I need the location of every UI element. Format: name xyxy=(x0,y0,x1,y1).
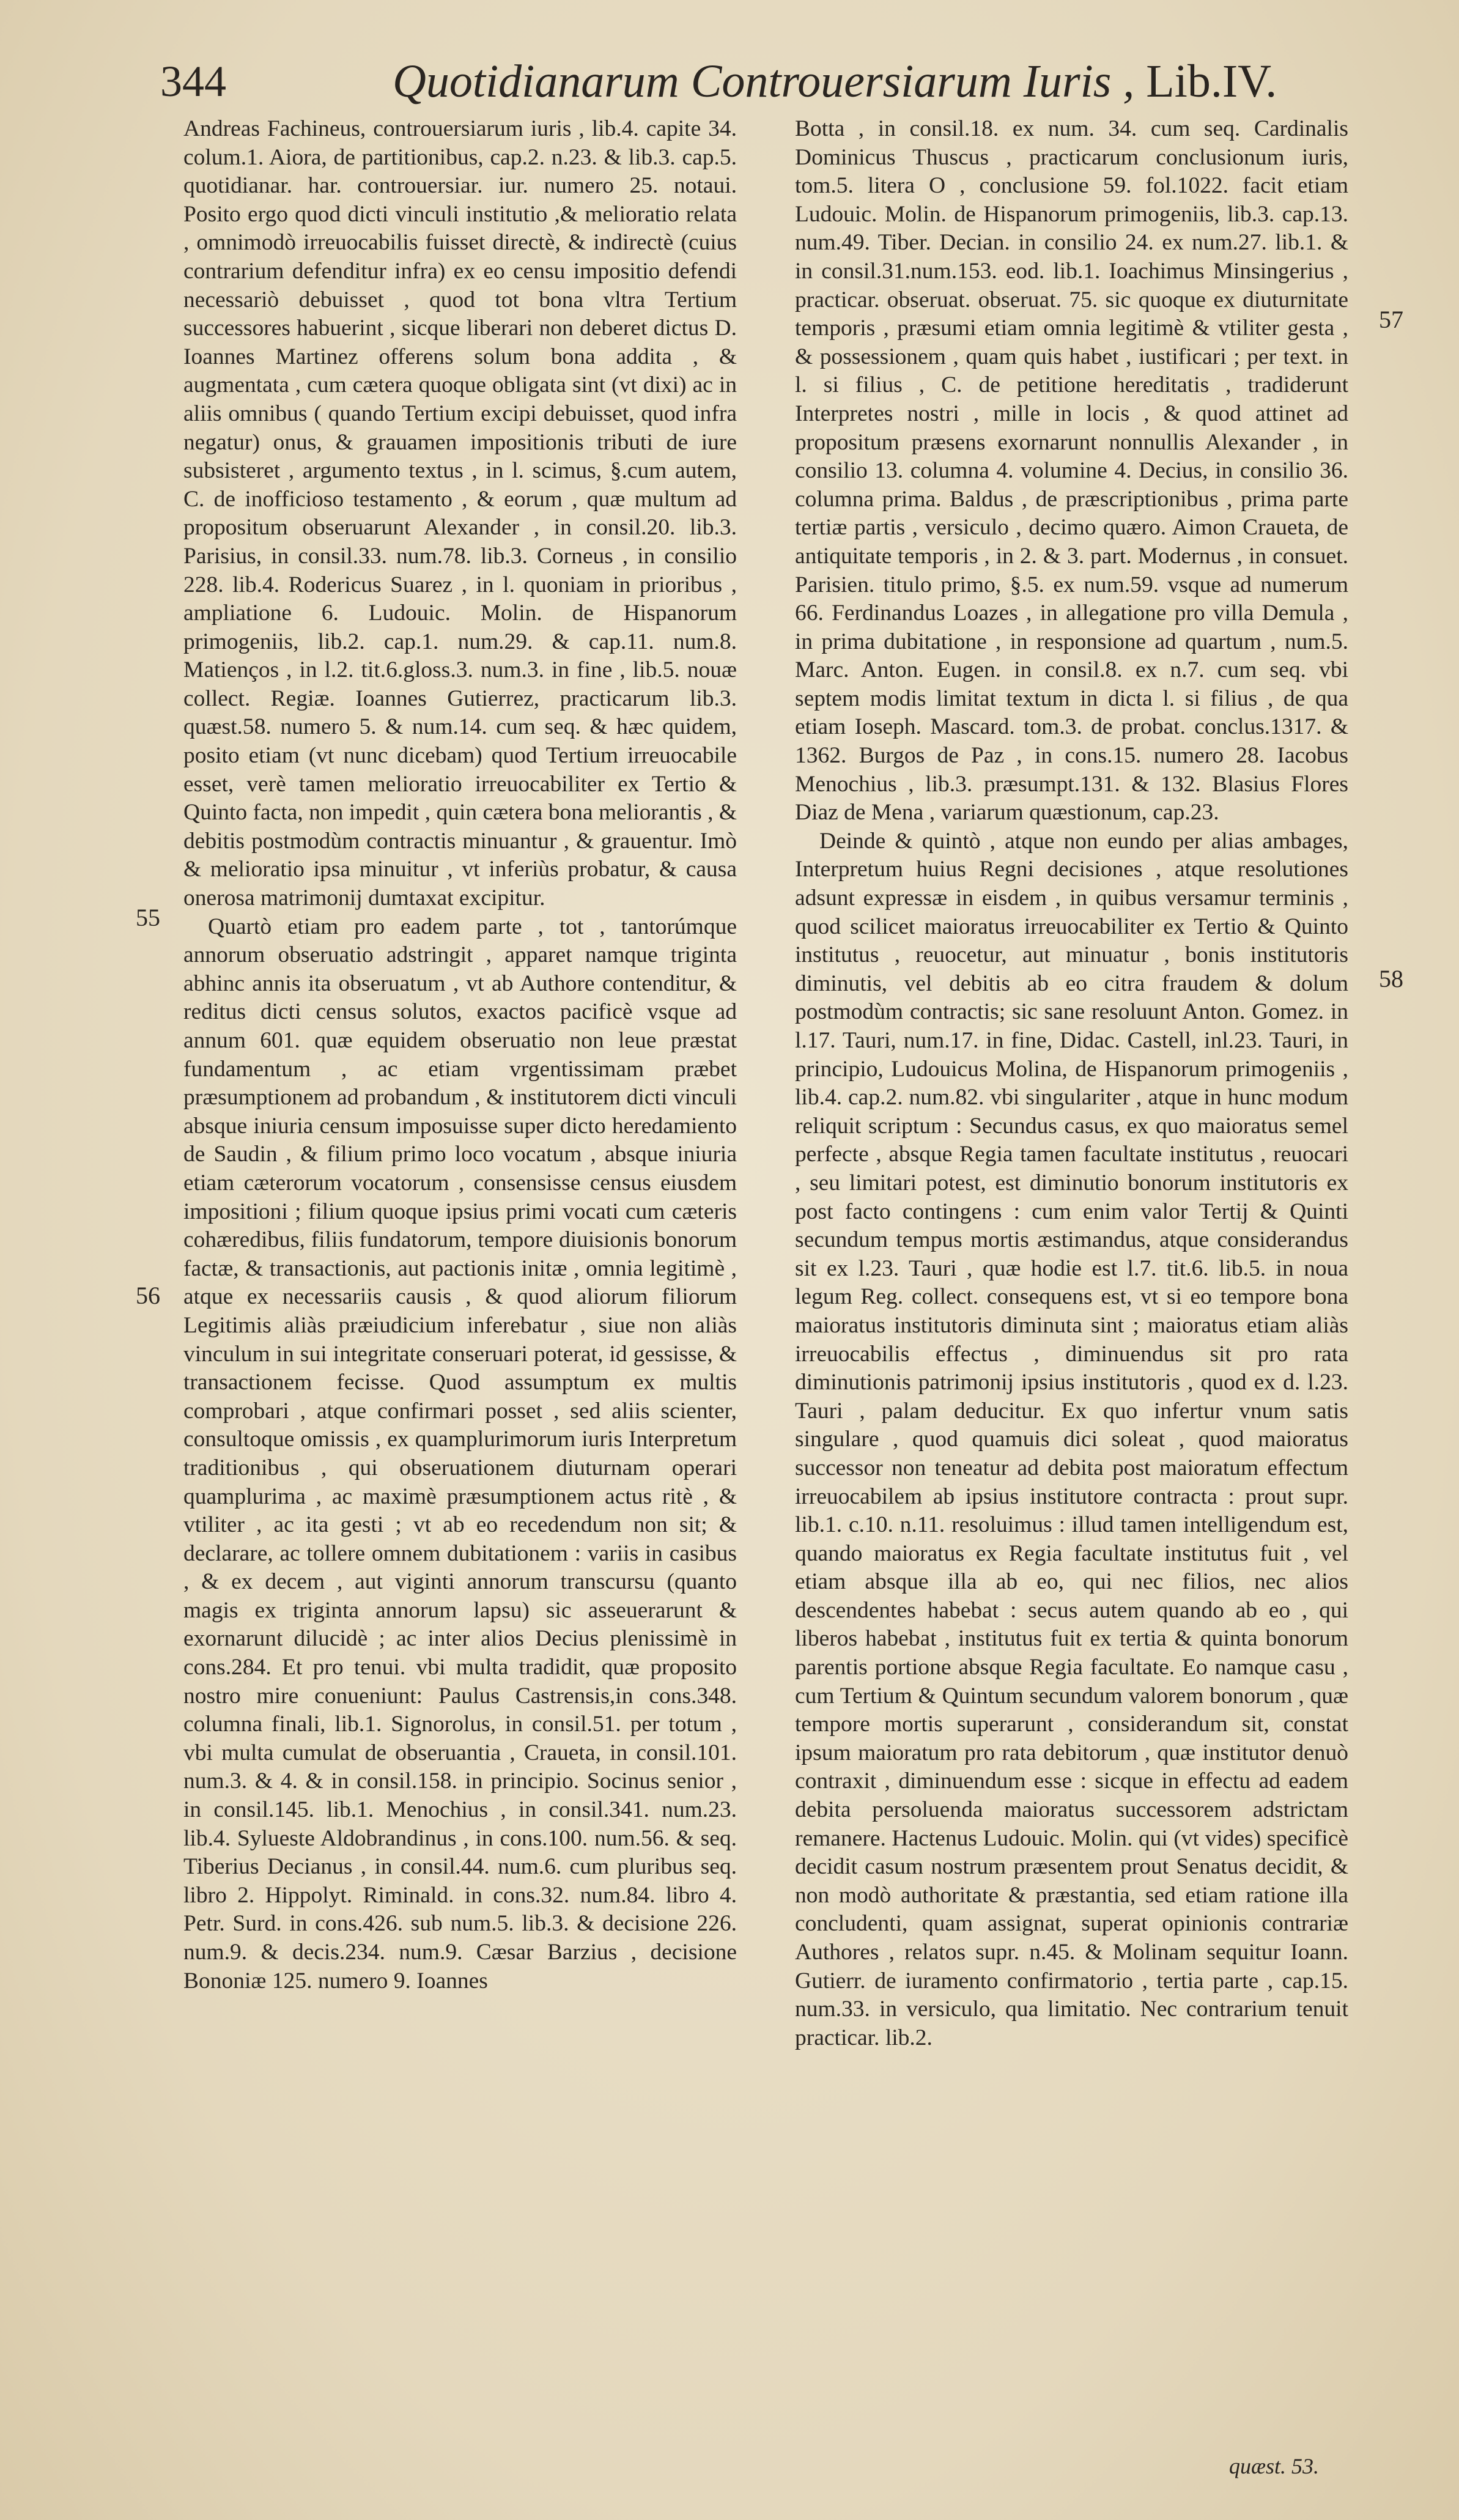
margin-number-57: 57 xyxy=(1379,306,1403,333)
margin-number-56: 56 xyxy=(136,1282,160,1309)
left-paragraph-2: Quartò etiam pro eadem parte , tot , tantorúmque annorum obseruatio adstringit , apparet namque triginta abhinc annis ita obseruatum , vt ab Authore contenditur, & reditus dicti census solutos, exactos pacificè vsque ad annum 601. quæ equidem obseruatio non leue præstat fundamentum , ac etiam vrgentissimam præbet præsumptionem ad probandum , & institutorem dicti vinculi absque iniuria censum imposuisse super dicto heredamiento de Saudin , & filium primo loco vocatum , absque iniuria etiam cæterorum vocatorum , consensisse census eiusdem impositioni ; filium quoque ipsius primi vocati cum cæteris cohæredibus, filiis fundatorum, tempore diuisionis bonorum factæ, & transactionis, aut pactionis initæ , omnia legitimè , atque ex necessariis causis , & quod aliorum filiorum Legitimis aliàs præiudicium inferebatur , siue non aliàs vinculum in sui integritate conseruari poterat, id gessisse, & transactionem fecisse. Quod assumptum ex multis comprobari , atque confirmari posset , sed aliis scienter, consultoque omissis , ex quamplurimorum iuris Interpretum traditionibus , qui obseruationem diuturnam operari quamplurima , ac maximè præsumptionem actus ritè , & vtiliter , ac ita gesti ; vt ab eo recedendum non sit; & declarare, ac tollere omnem dubitationem : variis in casibus , & ex decem , aut viginti annorum transcursu (quanto magis ex triginta annorum lapsu) sic asseuerarunt & exornarunt dilucidè ; ac inter alios Decius plenissimè in cons.284. Et pro tenui. vbi multa tradidit, quæ proposito nostro mire conueniunt: Paulus Castrensis,in cons.348. columna finali, lib.1. Signorolus, in consil.51. per totum , vbi multa cumulat de obseruantia , Craueta, in consil.101. num.3. & 4. & in consil.158. in principio. Socinus senior , in consil.145. lib.1. Menochius , in consil.341. num.23. lib.4. Sylueste Aldobrandinus , in cons.100. num.56. & seq. Tiberius Decianus , in consil.44. num.6. cum pluribus seq. libro 2. Hippolyt. Riminald. in cons.32. num.84. libro 4. Petr. Surd. in cons.426. sub num.5. lib.3. & decisione 226. num.9. & decis.234. num.9. Cæsar Barzius , decisione Bononiæ 125. numero 9. Ioannes xyxy=(183,914,737,1993)
page-header xyxy=(160,54,1383,109)
left-paragraph-1: Andreas Fachineus, controuersiarum iuris , lib.4. capite 34. colum.1. Aiora, de partitionibus, cap.2. n.23. & lib.3. cap.5. quotidianar. har. controuersiar. iur. numero 25. notaui. Posito ergo quod dicti vinculi institutio ,& melioratio relata , omnimodò irreuocabilis fuisset directè, & indirectè (cuius contrarium defenditur infra) ex eo censu impositio defendi necessariò debuisset , quod tot bona vltra Tertium successores habuerint , sicque liberari non deberet dictus D. Ioannes Martinez offerens solum bona addita , & augmentata , cum cætera quoque obligata sint (vt dixi) ac in aliis omnibus ( quando Tertium excipi debuisset, quod infra negatur) onus, & grauamen impositionis tributi de iure subsisteret , argumento textus , in l. scimus, §.cum autem, C. de inofficioso testamento , & eorum , quæ multum ad propositum obseruarunt Alexander , in consil.20. lib.3. Parisius, in consil.33. num.78. lib.3. Corneus , in consilio 228. lib.4. Rodericus Suarez , in l. quoniam in prioribus , ampliatione 6. Ludouic. Molin. de Hispanorum primogeniis, lib.2. cap.1. num.29. & cap.11. num.8. Matienços , in l.2. tit.6.gloss.3. num.3. in fine , lib.5. nouæ collect. Regiæ. Ioannes Gutierrez, practicarum lib.3. quæst.58. numero 5. & num.14. cum seq. & hæc quidem, posito etiam (vt nunc dicebam) quod Tertium irreuocabile esset, verè tamen melioratio irreuocabiliter ex Tertio & Quinto facta, non impedit , quin cætera bona meliorantis , & debitis postmodùm contractis minuantur , & grauentur. Imò & melioratio ipsa minuitur , vt inferiùs probatur, & causa onerosa matrimonij dumtaxat excipitur. xyxy=(183,116,737,911)
running-head-title: Quotidianarum Controuersiarum Iuris , xyxy=(393,56,1135,107)
right-paragraph-2: Deinde & quintò , atque non eundo per alias ambages, Interpretum huius Regni decisiones , atque resolutiones adsunt expressæ in eisdem , in quibus versamur terminis , quod scilicet maioratus irreuocabiliter ex Tertio & Quinto institutus , reuocetur, aut minuatur , bonis institutoris diminutis, vel debitis ab eo citra fraudem & dolum postmodùm contractis; sic sane resoluunt Anton. Gomez. in l.17. Tauri, num.17. in fine, Didac. Castell, inl.23. Tauri, in principio, Ludouicus Molina, de Hispanorum primogeniis , lib.4. cap.2. num.82. vbi singulariter , atque in hunc modum reliquit scriptum : Secundus casus, ex quo maioratus semel perfecte , absque Regia tamen facultate institutus , reuocari , seu limitari potest, est diminutio bonorum institutoris ex post facto contingens : cum enim valor Tertij & Quinti secundum tempus mortis æstimandus, atque considerandus sit ex l.23. Tauri , quæ hodie est l.7. tit.6. lib.5. in noua legum Reg. collect. consequens est, vt si eo tempore bona maioratus institutoris diminuta sint ; maioratus etiam aliàs irreuocabilis effectus , diminuendus sit pro rata diminutionis patrimonij ipsius institutoris , quod ex d. l.23. Tauri , palam deducitur. Ex quo infertur vnum satis singulare , quod quamuis dici soleat , quod maioratus successor non teneatur ad debita post maioratum effectum irreuocabilem ab ipsius institutore contracta : prout supr. lib.1. c.10. n.11. resoluimus : illud tamen intelligendum est, quando maioratus ex Regia facultate institutus fuit , vel etiam absque illa ab eo, qui nec filios, nec alios descendentes habebat : secus autem quando ab eo , qui liberos habebat , institutus fuit ex tertia & quinta bonorum parentis portione absque Regia facultate. Eo namque casu , cum Tertium & Quintum secundum valorem bonorum , quæ tempore mortis superarunt , considerandum sit, constat ipsum maioratum pro rata debitorum , quæ institutor denuò contraxit , diminuendum esse : sicque in effectu ad eadem debita persoluenda maioratus successorem adstrictam remanere. Hactenus Ludouic. Molin. qui (vt vides) specificè decidit casum nostrum præsentem prout Senatus decidit, & non modò authoritate & præstantia, sed etiam ratione illa concludenti, quam assignat, superat opinionis contrariæ Authores , relatos supr. n.45. & Molinam sequitur Ioann. Gutierr. de iuramento confirmatorio , tertia parte , cap.15. num.33. in versiculo, qua limitatio. Nec contrarium tenuit practicar. lib.2. xyxy=(795,828,1348,2050)
catchword: quæst. 53. xyxy=(1229,2454,1320,2478)
left-column xyxy=(183,115,737,1995)
right-column xyxy=(795,115,1348,2052)
running-head-book: Lib.IV. xyxy=(1146,56,1277,107)
margin-number-55: 55 xyxy=(136,904,160,931)
margin-number-58: 58 xyxy=(1379,965,1403,992)
page-number: 344 xyxy=(160,57,226,106)
right-paragraph-1: Botta , in consil.18. ex num. 34. cum seq. Cardinalis Dominicus Thuscus , practicarum conclusionum iuris, tom.5. litera O , conclusione 59. fol.1022. facit etiam Ludouic. Molin. de Hispanorum primogeniis, lib.3. cap.13. num.49. Tiber. Decian. in consilio 24. ex num.27. lib.1. & in consil.31.num.153. eod. lib.1. Ioachimus Minsingerius , practicar. obseruat. obseruat. 75. sic quoque ex diuturnitate temporis , præsumi etiam omnia legitimè & vtiliter gesta , & possessionem , quam quis habet , iustificari ; per text. in l. si filius , C. de petitione hereditatis , tradiderunt Interpretes nostri , mille in locis , & quod attinet ad propositum præsens exornarunt nonnullis Alexander , in consilio 13. columna 4. volumine 4. Decius, in consilio 36. columna prima. Baldus , de præscriptionibus , prima parte tertiæ partis , versiculo , decimo quæro. Aimon Craueta, de antiquitate temporis , in 2. & 3. part. Modernus , in consuet. Parisien. titulo primo, §.5. ex num.59. vsque ad numerum 66. Ferdinandus Loazes , in allegatione pro villa Demula , in prima dubitatione , in responsione ad quartum , num.5. Marc. Anton. Eugen. in consil.8. ex n.7. cum seq. vbi septem modis limitat textum in dicta l. si filius , de qua etiam Ioseph. Mascard. tom.3. de probat. conclus.1317. & 1362. Burgos de Paz , in cons.15. numero 28. Iacobus Menochius , lib.3. præsumpt.131. & 132. Blasius Flores Diaz de Mena , variarum quæstionum, cap.23. xyxy=(795,116,1348,826)
running-head xyxy=(393,54,1277,109)
